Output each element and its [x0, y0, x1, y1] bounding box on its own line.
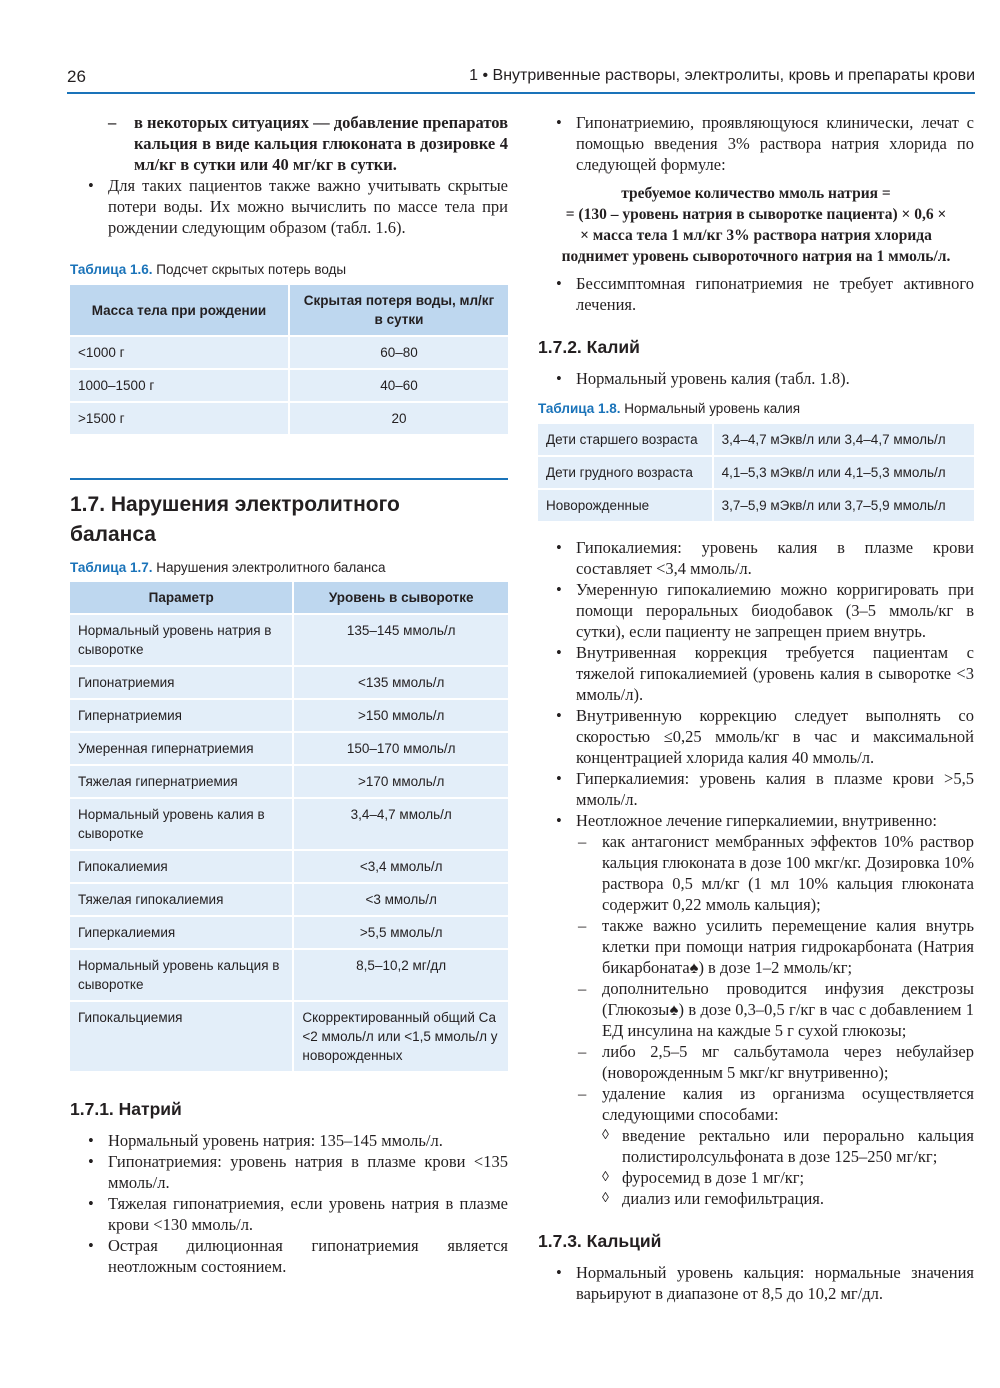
- table-row: [70, 851, 508, 882]
- table-cell: Гипернатриемия: [70, 700, 292, 731]
- list-item: • Для таких пациентов также важно учитывать скрытые потери воды. Их можно вычислить по массе тела при рождении следующим образом (табл. 1.6).: [70, 175, 508, 238]
- table-cell: 150–170 ммоль/л: [294, 733, 508, 764]
- table-cell: Нормальный уровень калия в сыворотке: [70, 799, 292, 849]
- table-1-8-caption: Таблица 1.8. Нормальный уровень калия: [538, 401, 801, 416]
- table-cell: >170 ммоль/л: [294, 766, 508, 797]
- table-cell: <3,4 ммоль/л: [294, 851, 508, 882]
- potassium-intro-list: [538, 368, 974, 389]
- right-top-list: [538, 112, 974, 175]
- table-row: [70, 403, 508, 434]
- table-cell: Тяжелая гипокалиемия: [70, 884, 292, 915]
- table-cell: <3 ммоль/л: [294, 884, 508, 915]
- table-cell: 20: [290, 403, 508, 434]
- table-cell: Скорректированный общий Са <2 ммоль/л или <1,5 ммоль/л у новорожденных: [294, 1002, 508, 1071]
- sodium-formula: [538, 183, 974, 267]
- potassium-list: [538, 537, 974, 1209]
- table-1-6: [68, 283, 510, 436]
- sodium-list: [70, 1130, 508, 1277]
- header-rule: [67, 92, 975, 94]
- sub-list-item: – также важно усилить перемещение калия внутрь клетки при помощи натрия гидрокарбоната (Натрия бикарбоната♠) в дозе 1–2 ммоль/кг;: [576, 915, 974, 978]
- potassium-title: 1.7.2. Калий: [538, 337, 640, 357]
- table-header: Скрытая потеря воды, мл/кг в сутки: [290, 285, 508, 335]
- left-top-list: [70, 112, 508, 238]
- removal-method-item: ◊ диализ или гемофильтрация.: [602, 1188, 974, 1209]
- table-row: [70, 337, 508, 368]
- table-cell: Тяжелая гипернатриемия: [70, 766, 292, 797]
- table-cell: 3,7–5,9 мЭкв/л или 3,7–5,9 ммоль/л: [714, 490, 974, 521]
- table-cell: 135–145 ммоль/л: [294, 615, 508, 665]
- list-item-text: Неотложное лечение гиперкалиемии, внутривенно:: [576, 811, 938, 830]
- table-cell: 4,1–5,3 мЭкв/л или 4,1–5,3 ммоль/л: [714, 457, 974, 488]
- list-item: • Острая дилюционная гипонатриемия является неотложным состоянием.: [70, 1235, 508, 1277]
- list-item: • Внутривенная коррекция требуется пациентам с тяжелой гипокалиемией (уровень калия в сыворотке <3 ммоль/л).: [538, 642, 974, 705]
- table-row: [538, 490, 974, 521]
- table-row: [70, 667, 508, 698]
- sub-list-item: [576, 1083, 974, 1209]
- table-row: [70, 884, 508, 915]
- sub-list-item: – либо 2,5–5 мг сальбутамола через небулайзер (новорожденным 5 мкг/кг внутривенно);: [576, 1041, 974, 1083]
- table-header-row: [70, 285, 508, 335]
- page-header: [67, 64, 975, 94]
- right-column: [538, 112, 974, 1304]
- page-number: 26: [67, 67, 86, 86]
- sub-list-item-text: удаление калия из организма осуществляется следующими способами:: [602, 1084, 974, 1124]
- sodium-title: 1.7.1. Натрий: [70, 1099, 182, 1119]
- table-cell: Нормальный уровень кальция в сыворотке: [70, 950, 292, 1000]
- table-row: [70, 1002, 508, 1071]
- running-title: 1 • Внутривенные растворы, электролиты, кровь и препараты крови: [469, 67, 975, 84]
- formula-line: поднимет уровень сывороточного натрия на 1 ммоль/л.: [561, 248, 951, 265]
- calcium-title: 1.7.3. Кальций: [538, 1231, 662, 1251]
- table-cell: Гипокалиемия: [70, 851, 292, 882]
- table-cell: <135 ммоль/л: [294, 667, 508, 698]
- list-item: • Тяжелая гипонатриемия, если уровень натрия в плазме крови <130 ммоль/л.: [70, 1193, 508, 1235]
- table-cell: 1000–1500 г: [70, 370, 288, 401]
- table-cell: Гипокальциемия: [70, 1002, 292, 1071]
- formula-line: требуемое количество ммоль натрия =: [621, 185, 891, 202]
- table-1-8: [536, 422, 976, 523]
- table-cell: Нормальный уровень натрия в сыворотке: [70, 615, 292, 665]
- formula-line: = (130 – уровень натрия в сыворотке пациента) × 0,6 ×: [565, 206, 947, 223]
- left-column: [70, 112, 508, 1277]
- sub-list-item: – как антагонист мембранных эффектов 10% раствор кальция глюконата в дозе 100 мкг/кг. Дозировка 10% раствора 0,5 мл/кг (1 мл 10% кальция глюконата содержит 0,22 ммоль кальция);: [576, 831, 974, 915]
- table-cell: Гипонатриемия: [70, 667, 292, 698]
- table-header: Параметр: [70, 582, 292, 613]
- list-item: • Гипонатриемию, проявляющуюся клинически, лечат с помощью введения 3% раствора натрия хлорида по следующей формуле:: [538, 112, 974, 175]
- list-item: • Гипокалиемия: уровень калия в плазме крови составляет <3,4 ммоль/л.: [538, 537, 974, 579]
- table-cell: Гиперкалиемия: [70, 917, 292, 948]
- table-row: [70, 799, 508, 849]
- list-item: • Внутривенную коррекцию следует выполнять со скоростью ≤0,25 ммоль/кг в час и максимальной концентрацией хлорида калия 40 ммоль/л.: [538, 705, 974, 768]
- list-item: – в некоторых ситуациях — добавление препаратов кальция в виде кальция глюконата в дозировке 4 мл/кг в сутки или 40 мг/кг в сутки.: [70, 112, 508, 175]
- table-row: [538, 457, 974, 488]
- table-1-6-caption: Таблица 1.6. Подсчет скрытых потерь воды: [70, 262, 347, 277]
- table-header-row: [70, 582, 508, 613]
- list-item: • Нормальный уровень натрия: 135–145 ммоль/л.: [70, 1130, 508, 1151]
- table-cell: 3,4–4,7 мЭкв/л или 3,4–4,7 ммоль/л: [714, 424, 974, 455]
- list-item: [538, 810, 974, 1209]
- table-header: Уровень в сыворотке: [294, 582, 508, 613]
- table-row: [70, 700, 508, 731]
- removal-method-item: ◊ введение ректально или перорально кальция полистиролсульфоната в дозе 125–250 мг/кг;: [602, 1125, 974, 1167]
- list-item: • Гипонатриемия: уровень натрия в плазме крови <135 ммоль/л.: [70, 1151, 508, 1193]
- table-cell: Умеренная гипернатриемия: [70, 733, 292, 764]
- table-cell: 60–80: [290, 337, 508, 368]
- removal-method-item: ◊ фуросемид в дозе 1 мг/кг;: [602, 1167, 974, 1188]
- table-row: [70, 615, 508, 665]
- list-item: • Гиперкалиемия: уровень калия в плазме крови >5,5 ммоль/л.: [538, 768, 974, 810]
- table-row: [70, 370, 508, 401]
- formula-line: × масса тела 1 мл/кг 3% раствора натрия хлорида: [580, 227, 932, 244]
- calcium-list: [538, 1262, 974, 1304]
- table-cell: 40–60: [290, 370, 508, 401]
- list-item: • Бессимптомная гипонатриемия не требует активного лечения.: [538, 273, 974, 315]
- list-item: • Нормальный уровень кальция: нормальные значения варьируют в диапазоне от 8,5 до 10,2 мг/дл.: [538, 1262, 974, 1304]
- table-cell: <1000 г: [70, 337, 288, 368]
- table-cell: 3,4–4,7 ммоль/л: [294, 799, 508, 849]
- section-title: 1.7. Нарушения электролитного баланса: [70, 493, 400, 546]
- table-cell: Дети старшего возраста: [538, 424, 712, 455]
- removal-methods-list: [602, 1125, 974, 1209]
- table-cell: >5,5 ммоль/л: [294, 917, 508, 948]
- table-row: [70, 766, 508, 797]
- table-cell: >150 ммоль/л: [294, 700, 508, 731]
- table-1-7-caption: Таблица 1.7. Нарушения электролитного баланса: [70, 560, 386, 575]
- list-item: • Нормальный уровень калия (табл. 1.8).: [538, 368, 974, 389]
- list-item: • Умеренную гипокалиемию можно корригировать при помощи пероральных биодобавок (3–5 ммоль/кг в сутки), если пациенту не запрещен прием внутрь.: [538, 579, 974, 642]
- table-row: [70, 950, 508, 1000]
- table-header: Масса тела при рождении: [70, 285, 288, 335]
- table-row: [70, 917, 508, 948]
- table-row: [70, 733, 508, 764]
- table-cell: Дети грудного возраста: [538, 457, 712, 488]
- table-1-7: [68, 580, 510, 1073]
- table-cell: >1500 г: [70, 403, 288, 434]
- emergency-sublist: [576, 831, 974, 1209]
- right-after-formula-list: [538, 273, 974, 315]
- sub-list-item: – дополнительно проводится инфузия декстрозы (Глюкозы♠) в дозе 0,3–0,5 г/кг в час с добавлением 1 ЕД инсулина на каждые 5 г сухой глюкозы;: [576, 978, 974, 1041]
- table-cell: Новорожденные: [538, 490, 712, 521]
- table-row: [538, 424, 974, 455]
- table-cell: 8,5–10,2 мг/дл: [294, 950, 508, 1000]
